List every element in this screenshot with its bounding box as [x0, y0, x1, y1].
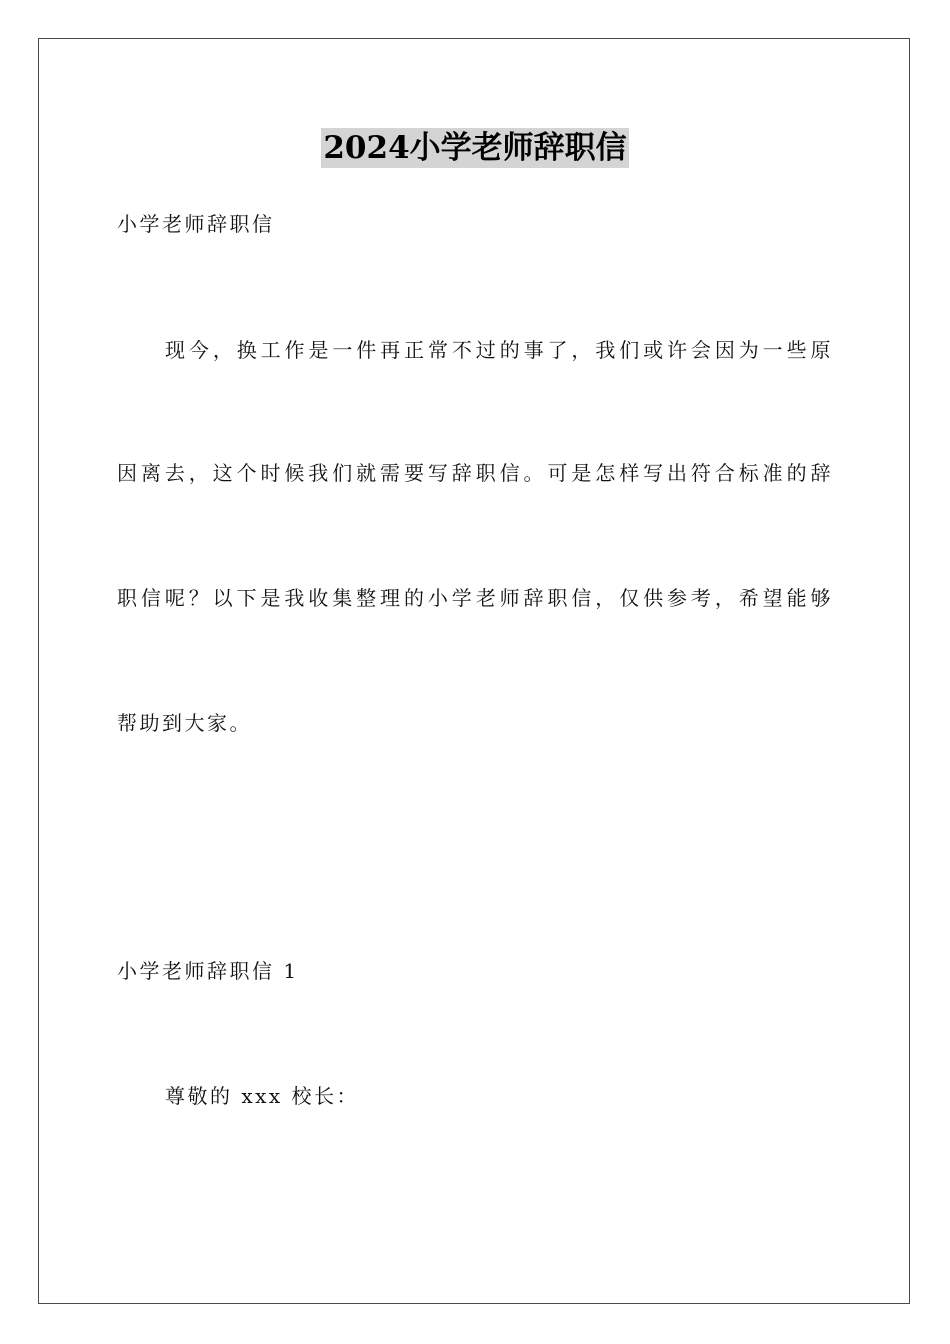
- document-title: 2024小学老师辞职信: [323, 130, 627, 166]
- intro-line-3: 职信呢？以下是我收集整理的小学老师辞职信，仅供参考，希望能够: [117, 586, 833, 610]
- salutation: 尊敬的 xxx 校长：: [165, 1084, 360, 1108]
- intro-line-4: 帮助到大家。: [117, 711, 252, 735]
- intro-line-1: 现今，换工作是一件再正常不过的事了，我们或许会因为一些原: [165, 338, 833, 362]
- document-subtitle: 小学老师辞职信: [117, 212, 275, 236]
- title-container: [0, 128, 950, 168]
- intro-line-2: 因离去，这个时候我们就需要写辞职信。可是怎样写出符合标准的辞: [117, 461, 833, 485]
- section-heading: 小学老师辞职信 1: [117, 959, 299, 983]
